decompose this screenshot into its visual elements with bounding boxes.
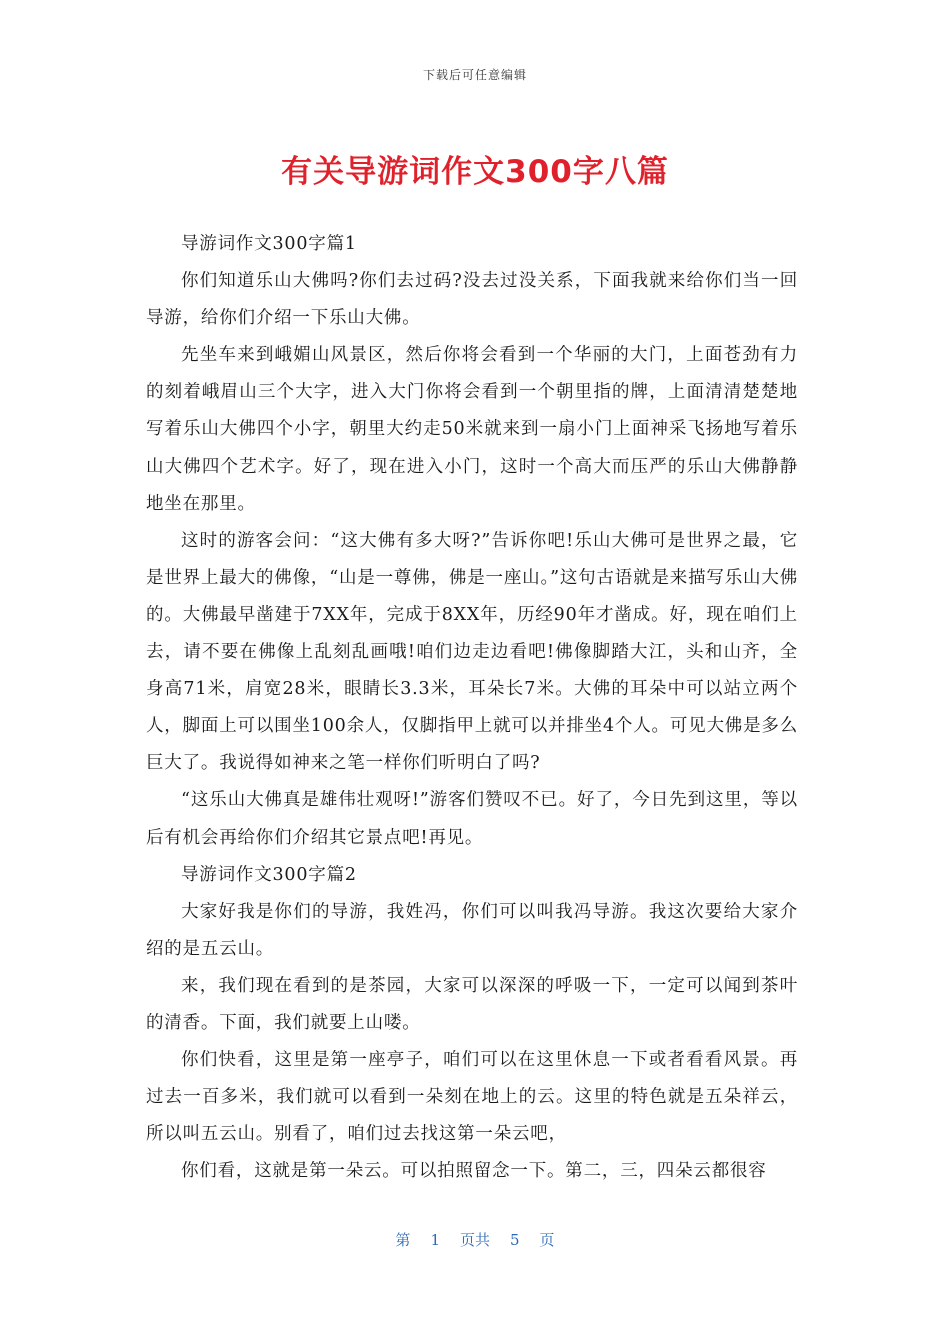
paragraph: “这乐山大佛真是雄伟壮观呀!”游客们赞叹不已。好了，今日先到这里，等以后有机会再给你们介绍其它景点吧!再见。 — [146, 790, 798, 848]
total-pages-number: 5 — [510, 1231, 520, 1249]
section-heading: 导游词作文300字篇1 — [181, 234, 357, 254]
section-heading: 导游词作文300字篇2 — [181, 864, 357, 885]
document-title: 有关导游词作文300字八篇 — [281, 154, 669, 190]
header-note: 下载后可任意编辑 — [422, 68, 527, 82]
footer-label-page: 第 — [395, 1231, 411, 1249]
paragraph: 你们快看，这里是第一座亭子，咱们可以在这里休息一下或者看看风景。再过去一百多米，我们就可以看到一朵刻在地上的云。这里的特色就是五朵祥云，所以叫五云山。别看了，咱们过去找这第一朵云吧， — [146, 1050, 798, 1145]
paragraph: 先坐车来到峨媚山风景区，然后你将会看到一个华丽的大门，上面苍劲有力的刻着峨眉山三个大字，进入大门你将会看到一个朝里指的牌，上面清清楚楚地写着乐山大佛四个小字，朝里大约走50米就来到一扇小门上面神采飞扬地写着乐山大佛四个艺术字。好了，现在进入小门，这时一个高大而压严的乐山大佛静静地坐在那里。 — [146, 345, 798, 514]
paragraph: 来，我们现在看到的是茶园，大家可以深深的呼吸一下，一定可以闻到茶叶的清香。下面，我们就要上山喽。 — [146, 975, 798, 1033]
footer-label-total: 页共 — [459, 1231, 490, 1249]
footer-label-end: 页 — [539, 1231, 555, 1249]
paragraph: 你们知道乐山大佛吗?你们去过码?没去过没关系，下面我就来给你们当一回导游，给你们介绍一下乐山大佛。 — [146, 271, 798, 329]
paragraph: 你们看，这就是第一朵云。可以拍照留念一下。第二，三，四朵云都很容 — [181, 1161, 767, 1182]
paragraph: 这时的游客会问：“这大佛有多大呀?”告诉你吧!乐山大佛可是世界之最，它是世界上最大的佛像，“山是一尊佛，佛是一座山。”这句古语就是来描写乐山大佛的。大佛最早凿建于7XX年，完成于8XX年，历经90年才凿成。好，现在咱们上去，请不要在佛像上乱刻乱画哦!咱们边走边看吧!佛像脚踏大江，头和山齐，全身高71米，肩宽28米，眼睛长3.3米，耳朵长7米。大佛的耳朵中可以站立两个人，脚面上可以围坐100余人，仅脚指甲上就可以并排坐4个人。可见大佛是多么巨大了。我说得如神来之笔一样你们听明白了吗? — [146, 530, 798, 774]
page-footer — [0, 1229, 950, 1250]
document-body — [146, 226, 798, 1190]
paragraph: 大家好我是你们的导游，我姓冯，你们可以叫我冯导游。我这次要给大家介绍的是五云山。 — [146, 901, 798, 959]
current-page-number: 1 — [430, 1231, 440, 1249]
